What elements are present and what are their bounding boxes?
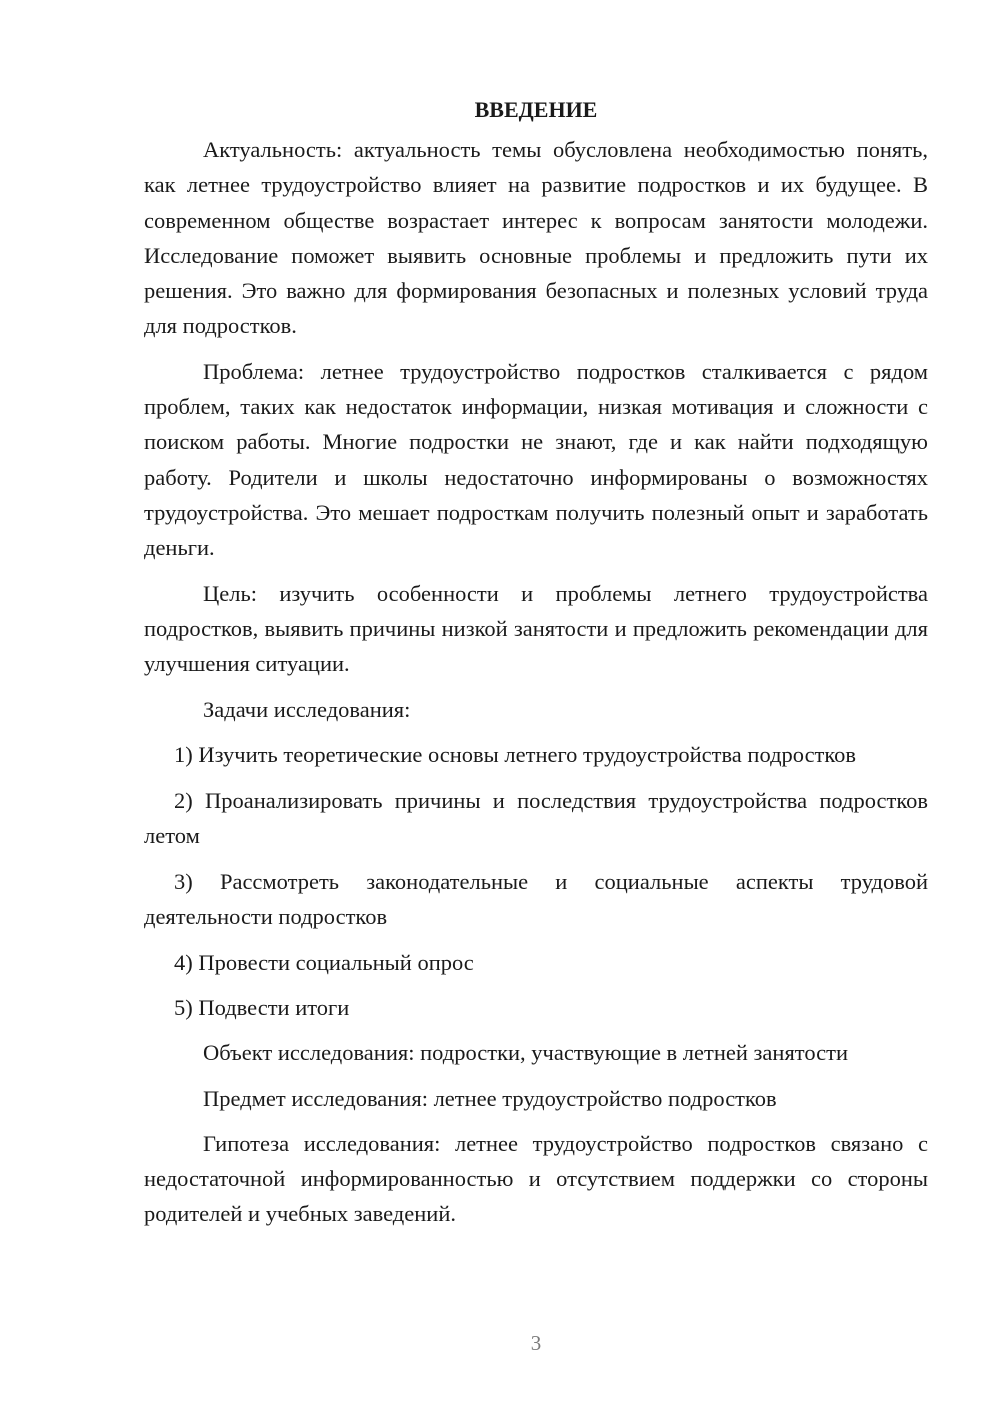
- section-heading: ВВЕДЕНИЕ: [474, 97, 598, 122]
- task-item-5: 5) Подвести итоги: [174, 995, 350, 1021]
- task-item-1: 1) Изучить теоретические основы летнего трудоустройства подростков: [174, 742, 857, 768]
- task-item-2: 2) Проанализировать причины и последствия трудоустройства подростков летом: [144, 788, 928, 849]
- goal-paragraph: Цель: изучить особенности и проблемы летнего трудоустройства подростков, выявить причины низкой занятости и предложить рекомендации для улучшения ситуации.: [144, 580, 928, 677]
- tasks-title: Задачи исследования:: [203, 696, 411, 722]
- task-item-3: 3) Рассмотреть законодательные и социальные аспекты трудовой деятельности подростков: [144, 869, 928, 930]
- research-subject-paragraph: Предмет исследования: летнее трудоустройство подростков: [203, 1085, 777, 1111]
- relevance-paragraph: Актуальность: актуальность темы обусловлена необходимостью понять, как летнее трудоустройство влияет на развитие подростков и их будущее. В современном обществе возрастает интерес к вопросам занятости молодежи. Исследование поможет выявить основные проблемы и предложить пути их решения. Это важно для формирования безопасных и полезных условий труда для подростков.: [144, 137, 928, 339]
- hypothesis-paragraph: Гипотеза исследования: летнее трудоустройство подростков связано с недостаточной информированностью и отсутствием поддержки со стороны родителей и учебных заведений.: [144, 1130, 928, 1227]
- task-item-4: 4) Провести социальный опрос: [174, 949, 474, 975]
- problem-paragraph: Проблема: летнее трудоустройство подростков сталкивается с рядом проблем, таких как недостаток информации, низкая мотивация и сложности с поиском работы. Многие подростки не знают, где и как найти подходящую работу. Родители и школы недостаточно информированы о возможностях трудоустройства. Это мешает подросткам получить полезный опыт и заработать деньги.: [144, 358, 928, 560]
- document-body: [144, 92, 928, 1242]
- page-number: 3: [530, 1331, 542, 1355]
- research-object-paragraph: Объект исследования: подростки, участвующие в летней занятости: [203, 1040, 849, 1066]
